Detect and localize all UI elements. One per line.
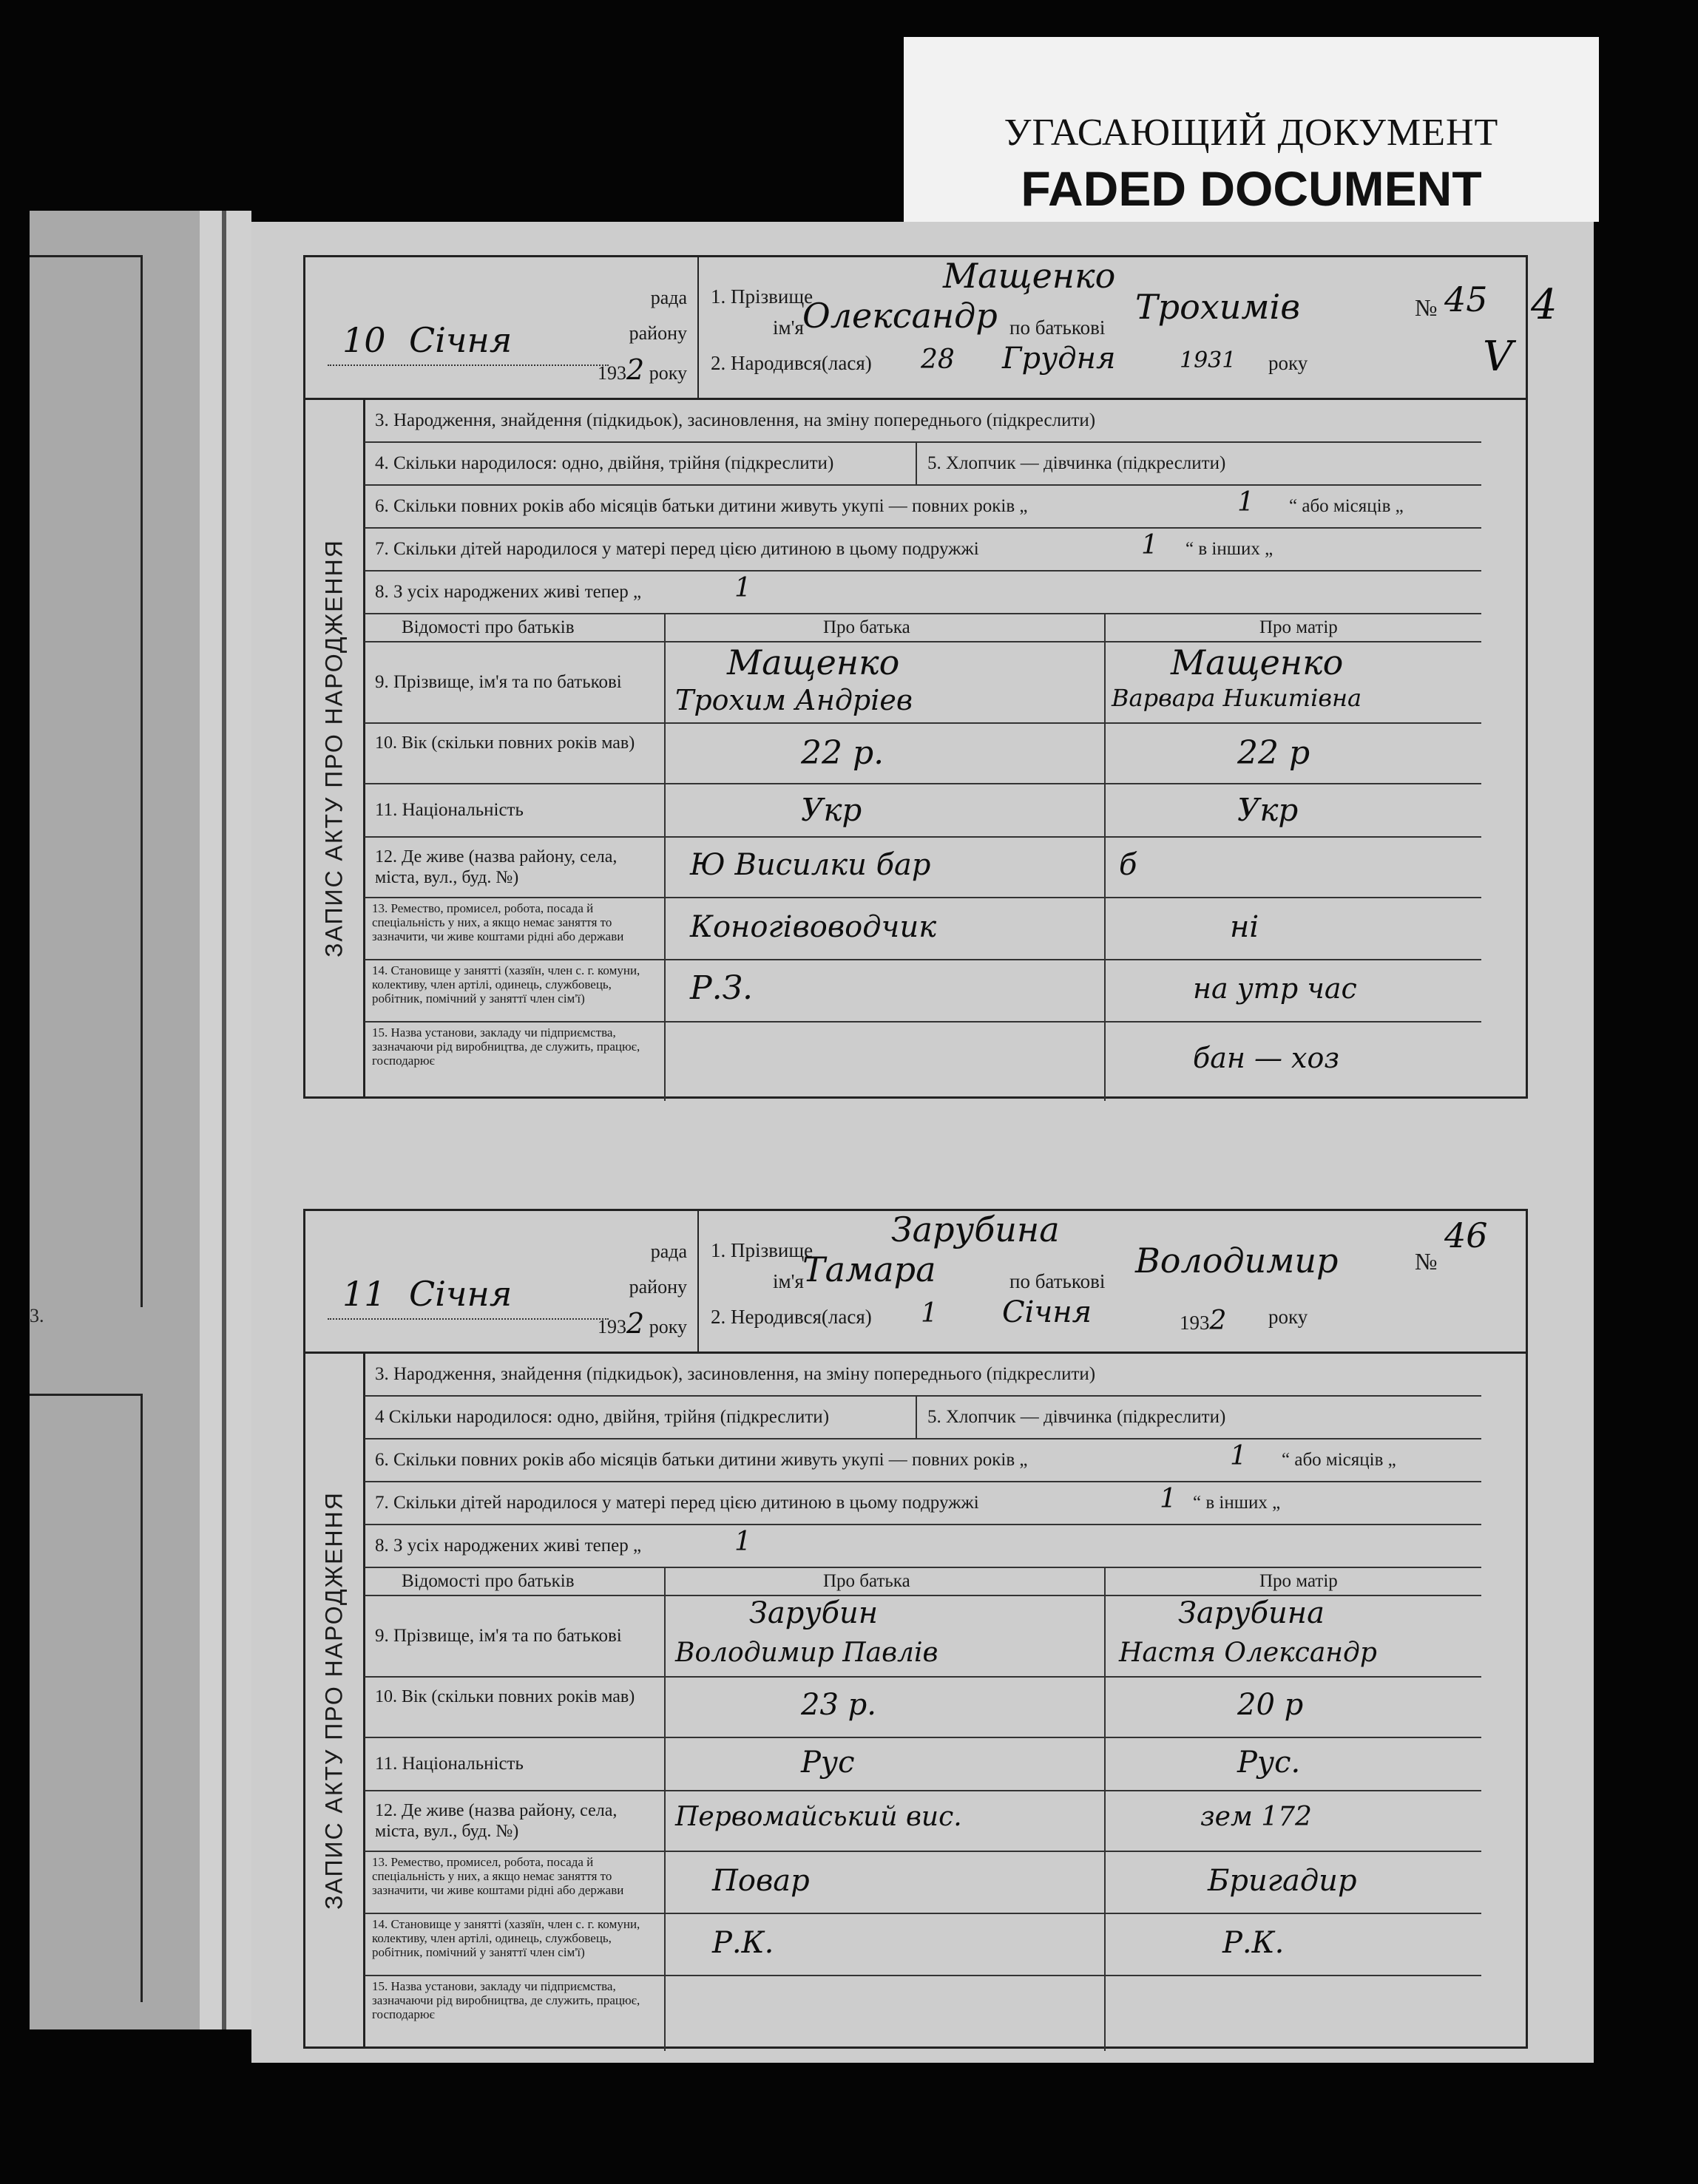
row-7: 7. Скільки дітей народилося у матері перед цією дитиною в цьому подружжі 1 “ в інших „ bbox=[365, 529, 1481, 572]
year-prefix: 193 bbox=[598, 362, 627, 384]
father-surname-2: Зарубин bbox=[749, 1596, 879, 1630]
h-batko: Про батька bbox=[823, 617, 910, 637]
mother-address: б bbox=[1119, 848, 1137, 882]
r6-years: 1 bbox=[1237, 487, 1254, 518]
record-number-box bbox=[1415, 257, 1526, 398]
mother-status: на утр час bbox=[1193, 972, 1357, 1005]
r8-value-2: 1 bbox=[734, 1527, 751, 1557]
record-header-2: рада району 11 Січня 1932 року 1. Прізвище Зарубина ім'я Тамара по батькові Володимир 2. Неродився(лася) 1 Січня 1932 року № 46 bbox=[305, 1211, 1526, 1354]
child-surname: Мащенко bbox=[943, 256, 1116, 296]
reg-month-2: Січня bbox=[409, 1274, 513, 1314]
child-patronymic: Трохимів bbox=[1135, 287, 1301, 327]
h-vidomosti: Відомості про батьків bbox=[402, 617, 575, 637]
born-day-2: 1 bbox=[921, 1298, 938, 1329]
row-3: 3. Народження, знайдення (підкидьок), засиновлення, на зміну попереднього (підкреслити) bbox=[365, 400, 1481, 443]
born-month-2: Січня bbox=[1002, 1295, 1092, 1329]
row-6: 6. Скільки повних років або місяців батьки дитини живуть укупі — повних років „ 1 “ або місяців „ bbox=[365, 486, 1481, 529]
stamp-en: FADED DOCUMENT bbox=[1021, 161, 1482, 216]
born-year: 1931 bbox=[1180, 347, 1237, 373]
father-age: 22 р. bbox=[801, 734, 884, 772]
f1-label: 1. Прізвище bbox=[711, 285, 814, 308]
mother-surname: Мащенко bbox=[1171, 642, 1344, 682]
father-nationality-2: Рус bbox=[801, 1746, 855, 1780]
father-address-2: Первомайський вис. bbox=[675, 1802, 962, 1832]
father-job-2: Повар bbox=[712, 1864, 810, 1898]
reg-day-2: 11 bbox=[342, 1274, 386, 1314]
left-page-fragment: 3. bbox=[30, 1305, 44, 1326]
row-4-5: 4. Скільки народилося: одно, двійня, трійня (підкреслити) 5. Хлопчик — дівчинка (підкреслити) bbox=[365, 443, 1481, 486]
father-nationality: Укр bbox=[801, 792, 862, 828]
mother-status-2: Р.К. bbox=[1222, 1926, 1285, 1960]
record-rows bbox=[365, 400, 1481, 1101]
roku-label: року bbox=[649, 362, 687, 384]
mother-address-2: зем 172 bbox=[1200, 1802, 1312, 1832]
born-month: Грудня bbox=[1002, 342, 1116, 376]
check-mark: V bbox=[1483, 333, 1513, 381]
child-name: Олександр bbox=[802, 296, 998, 336]
record-body bbox=[305, 400, 1526, 1096]
h-mati: Про матір bbox=[1259, 617, 1338, 637]
father-name-2: Володимир Павлів bbox=[675, 1638, 938, 1668]
mother-surname-2: Зарубина bbox=[1178, 1596, 1325, 1630]
rayonu-label: району bbox=[629, 322, 687, 344]
reg-year-digit: 2 bbox=[626, 353, 645, 386]
birth-record-2 bbox=[303, 1209, 1528, 2049]
father-name: Трохим Андріев bbox=[675, 684, 913, 716]
left-page-frame-bottom bbox=[30, 1394, 143, 2002]
mother-nationality: Укр bbox=[1237, 792, 1299, 828]
child-patronymic-2: Володимир bbox=[1135, 1241, 1339, 1281]
father-age-2: 23 р. bbox=[801, 1688, 876, 1722]
born-day: 28 bbox=[921, 345, 955, 375]
child-surname-2: Зарубина bbox=[891, 1210, 1060, 1249]
mother-workplace: бан — хоз bbox=[1193, 1042, 1340, 1074]
left-page-frame-top bbox=[30, 255, 143, 1307]
record-body-2: ЗАПИС АКТУ ПРО НАРОДЖЕННЯ 3. Народження, знайдення (підкидьок), засиновлення, на зміну попереднього (підкреслити) 4 Скільки народилося: одно, двійня, трійня (підкреслити) 5. Хлопчик — дівчинка (підкреслити) 6. Скільки повних років або місяців батьки дитини живуть укупі — повних років „ 1 “ або місяців „ 7. Скільки дітей народилося у матері перед цією дитиною в цьому подружжі 1 “ в інших „ 8. З усіх народжених живі тепер „ 1 Відомості про батьків Про батька Про матір 9. Прізвище, ім'я та по батькові Зарубин Володимир Павлів Зарубина Настя Олександр 10. Вік (скільки повних років мав) 23 р. 20 р 11. Національність Рус Рус. 12. Де живе (назва району, села, міста, вул., буд. №) Первомайський вис. зем 172 13. Ремество, промисел, робота, посада й спеціальність у них, а якщо немає заняття то зазначити, чи живе коштами рідні або держави Повар Бригадир 14. Становище у занятті (хазяїн, член с. г. комуни, колективу, член артілі, одинець, службовець, робітник, помічний у заняттї член сім'ї) Р.К. Р.К. 15. Назва установи, закладу чи підприємства, зазначаючи рід виробництва, де служить, працює, господарює bbox=[305, 1354, 1526, 2046]
father-job: Коногівоводчик bbox=[690, 910, 937, 944]
father-surname: Мащенко bbox=[727, 642, 900, 682]
faded-document-label bbox=[904, 37, 1599, 222]
nomer-label: № bbox=[1415, 294, 1438, 321]
r8-value: 1 bbox=[734, 573, 751, 603]
father-address: Ю Висилки бар bbox=[690, 848, 931, 882]
mother-name-2: Настя Олександр bbox=[1119, 1638, 1377, 1668]
reg-day: 10 bbox=[342, 320, 386, 360]
r7-value: 1 bbox=[1141, 530, 1158, 560]
po-batkovi-label: по батькові bbox=[1009, 316, 1106, 339]
r6-years-2: 1 bbox=[1230, 1441, 1247, 1471]
registration-date-block bbox=[305, 257, 699, 398]
record-header bbox=[305, 257, 1526, 400]
father-status-2: Р.К. bbox=[712, 1926, 774, 1960]
record-number: 45 bbox=[1444, 279, 1488, 319]
vertical-title: ЗАПИС АКТУ ПРО НАРОДЖЕННЯ bbox=[305, 400, 365, 1096]
page-number-mark: 4 bbox=[1531, 281, 1557, 329]
child-name-2: Тамара bbox=[802, 1249, 936, 1289]
reg-year-digit-2: 2 bbox=[626, 1307, 645, 1340]
mother-nationality-2: Рус. bbox=[1237, 1746, 1301, 1780]
left-page bbox=[30, 211, 200, 2029]
mother-age-2: 20 р bbox=[1237, 1688, 1304, 1722]
born-year-2: 2 bbox=[1209, 1306, 1227, 1336]
mother-job: ні bbox=[1230, 910, 1259, 944]
parents-table: Відомості про батьків Про батька Про матір 9. Прізвище, ім'я та по батькові Мащенко Трохим Андріев Мащенко Варвара Никитівна 10. Вік (скільки повних років мав) 22 р. 22 р 11. Національність Укр Укр 12. Де живе (назва району, села, міста, вул., буд. №) Ю Висилки бар б 13. Ремество, промисел, робота, посада й спеціальність у них, а якщо немає заняття то зазначити, чи живе коштами рідні або держави Коногівоводчик ні 14. Становище у занятті (хазяїн, член с. г. комуни, колективу, член артілі, одинець, службовець, робітник, помічний у заняттї член сім'ї) Р.З. на утр час 15. Назва установи, закладу чи підприємства, зазначаючи рід виробництва, де служить, працює, господарює бан — хоз bbox=[365, 614, 1481, 1101]
im-label: ім'я bbox=[773, 316, 804, 339]
record-number-2: 46 bbox=[1444, 1215, 1488, 1255]
book-spine bbox=[200, 211, 251, 2029]
child-name-block bbox=[699, 257, 1526, 398]
rada-label: рада bbox=[650, 287, 687, 308]
stamp-ru: УГАСАЮЩИЙ ДОКУМЕНТ bbox=[1004, 112, 1499, 154]
f2-label: 2. Народився(лася) bbox=[711, 352, 872, 374]
parents-table-2: Відомості про батьків Про батька Про матір 9. Прізвище, ім'я та по батькові Зарубин Володимир Павлів Зарубина Настя Олександр 10. Вік (скільки повних років мав) 23 р. 20 р 11. Національність Рус Рус. 12. Де живе (назва району, села, міста, вул., буд. №) Первомайський вис. зем 172 13. Ремество, промисел, робота, посада й спеціальність у них, а якщо немає заняття то зазначити, чи живе коштами рідні або держави Повар Бригадир 14. Становище у занятті (хазяїн, член с. г. комуни, колективу, член артілі, одинець, службовець, робітник, помічний у заняттї член сім'ї) Р.К. Р.К. 15. Назва установи, закладу чи підприємства, зазначаючи рід виробництва, де служить, працює, господарює bbox=[365, 1568, 1481, 2051]
birth-record-1 bbox=[303, 255, 1528, 1099]
mother-job-2: Бригадир bbox=[1208, 1864, 1357, 1898]
roku-label-2: року bbox=[1268, 352, 1308, 374]
father-status: Р.З. bbox=[690, 969, 753, 1007]
r7-value-2: 1 bbox=[1160, 1484, 1177, 1514]
row-8: 8. З усіх народжених живі тепер „ 1 bbox=[365, 572, 1481, 614]
mother-age: 22 р bbox=[1237, 734, 1310, 772]
reg-month: Січня bbox=[409, 320, 513, 360]
mother-name: Варвара Никитівна bbox=[1112, 684, 1362, 712]
